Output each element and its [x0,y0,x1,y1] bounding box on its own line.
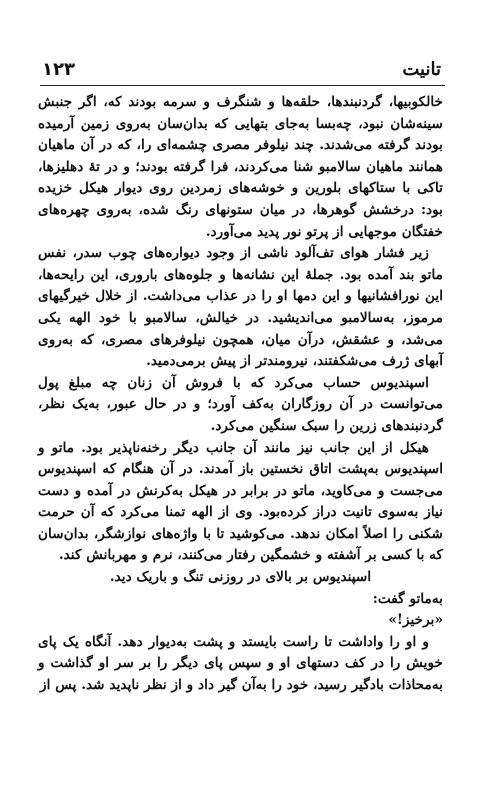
paragraph: زیر فشار هوای تف‌آلود ناشی از وجود دیواره‌های چوب سدر، نفس ماتو بند آمده بود. جملهٔ این نشانه‌ها و جلوه‌های باروری، این رایحه‌ها، این نورافشانیها و این دمها او را در عذاب می‌داشت. از خلال خیرگیهای مرموز، به‌سالامبو می‌اندیشید. در خیالش، سالامبو با خود الهه یکی می‌شد، و عشقش، درآن میان، همچون نیلوفرهای مصری، که به‌روی آبهای ژرف می‌شکفتند، نیرومندتر از پیش برمی‌دمید. [38,245,443,370]
header-rule [40,85,445,86]
page-number: ۱۲۳ [42,59,75,80]
paragraph: به‌ماتو گفت: [372,590,443,607]
body-text [38,92,443,697]
page-header [42,54,441,80]
paragraph: «برخیز!» [388,612,443,629]
paragraph: اسپندیوس حساب می‌کرد که با فروش آن زنان چه مبلغ پول می‌توانست در آن روزگاران به‌کف آورد؛ و در حال عبور، به‌یک نظر، گردنبندهای زرین را سبک سنگین می‌کرد. [38,374,443,434]
paragraph: و او را واداشت تا راست بایستد و پشت به‌دیوار دهد. آنگاه یک پای خویش را در کف دستهای او و سپس پای دیگر را بر سر او گذاشت و به‌محاذات بادگیر رسید، خود را به‌آن گیر داد و از نظر ناپدید شد. پس از [38,633,443,694]
paragraph: اسپندیوس بر بالای در روزنی تنگ و باریک دید. [109,569,372,586]
paragraph: خالکوبیها، گردنبندها، حلقه‌ها و شنگرف و سرمه بودند که، اگر جنبش سینه‌شان نبود، چه‌بسا به‌جای بتهایی که بدان‌سان به‌روی زمین آرمیده بودند گرفته می‌شدند. چند نیلوفر مصری چشمه‌ای را، که در آن ماهیان همانند ماهیان سالامبو شنا می‌کردند، فرا گرفته بودند؛ و در تهٔ دهلیزها، تاکی با ستاکهای بلورین و خوشه‌های زمردین روی دیوار هیکل خزیده بود: درخشش گوهرها، در میان ستونهای رنگ شده، به‌روی چهره‌های خفتگان موجهایی از پرتو نور پدید می‌آورد. [38,94,443,240]
paragraph: هیکل از این جانب نیز مانند آن جانب دیگر رخنه‌ناپذیر بود. ماتو و اسپندیوس به‌پشت اتاق نخستین باز آمدند. در آن هنگام که اسپندیوس می‌جست و می‌کاوید، ماتو در برابر در هیکل به‌کرنش در آمده و دست نیاز به‌سوی تانیت دراز کرده‌بود. وی از الهه تمنا می‌کرد که آن حرمت شکنی را اصلاً امکان ندهد. می‌کوشید تا با واژه‌های نوازشگر، بدان‌سان که با کسی بر آشفته و خشمگین رفتار می‌کنند، نرم و مهربانش کند. [38,439,443,564]
running-title: تانیت [402,59,441,80]
